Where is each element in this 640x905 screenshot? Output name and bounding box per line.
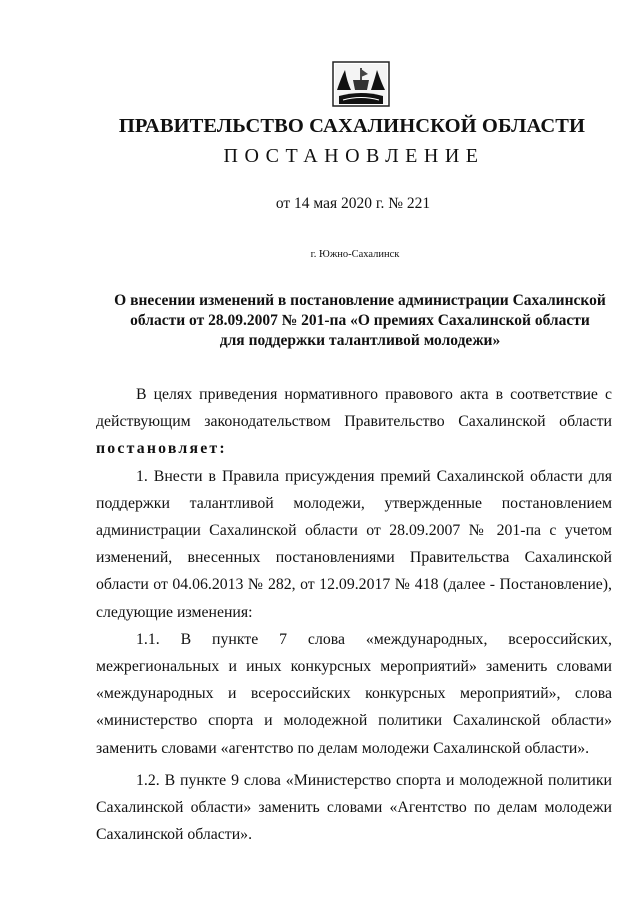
- body-line: 1. Внести в Правила присуждения премий Сахалинской области для: [136, 467, 612, 485]
- body-line: действующим законодательством Правительство Сахалинской области: [96, 413, 612, 431]
- body-line: «министерство спорта и молодежной политики Сахалинской области»: [96, 712, 612, 730]
- body-line: «международных и всероссийских конкурсных мероприятий», слова: [96, 685, 612, 703]
- city: г. Южно-Сахалинск: [310, 249, 400, 260]
- document-body: [96, 381, 612, 848]
- title-line: для поддержки талантливой молодежи»: [219, 332, 501, 349]
- body-line: поддержки талантливой молодежи, утвержденные постановлением: [96, 494, 612, 512]
- resolve-word: постановляет:: [96, 440, 227, 458]
- body-line: межрегиональных и иных конкурсных мероприятий» заменить словами: [96, 658, 612, 676]
- body-line: В целях приведения нормативного правового акта в соответствие с: [136, 386, 612, 403]
- document-type: ПОСТАНОВЛЕНИЕ: [223, 145, 485, 167]
- body-line: администрации Сахалинской области от 28.09.2007 № 201-па с учетом: [96, 522, 612, 540]
- body-line: Сахалинской области».: [96, 826, 253, 844]
- body-line: 1.1. В пункте 7 слова «международных, всероссийских,: [136, 630, 612, 648]
- coat-of-arms-emblem: [331, 60, 391, 108]
- body-line: 1.2. В пункте 9 слова «Министерство спорта и молодежной политики: [136, 771, 612, 789]
- body-line: заменить словами «агентство по делам молодежи Сахалинской области».: [96, 739, 590, 757]
- title-line: О внесении изменений в постановление администрации Сахалинской: [114, 292, 606, 309]
- body-line: Сахалинской области» заменить словами «Агентство по делам молодежи: [96, 799, 612, 817]
- document-title: [90, 291, 630, 351]
- government-name: ПРАВИТЕЛЬСТВО САХАЛИНСКОЙ ОБЛАСТИ: [118, 115, 586, 137]
- title-line: области от 28.09.2007 № 201-па «О премиях Сахалинской области: [130, 312, 590, 329]
- body-line: области от 04.06.2013 № 282, от 12.09.2017 № 418 (далее - Постановление),: [96, 576, 612, 594]
- body-line: изменений, внесенных постановлениями Правительства Сахалинской: [96, 549, 612, 567]
- body-line: следующие изменения:: [96, 603, 253, 621]
- date-number: от 14 мая 2020 г. № 221: [275, 195, 431, 212]
